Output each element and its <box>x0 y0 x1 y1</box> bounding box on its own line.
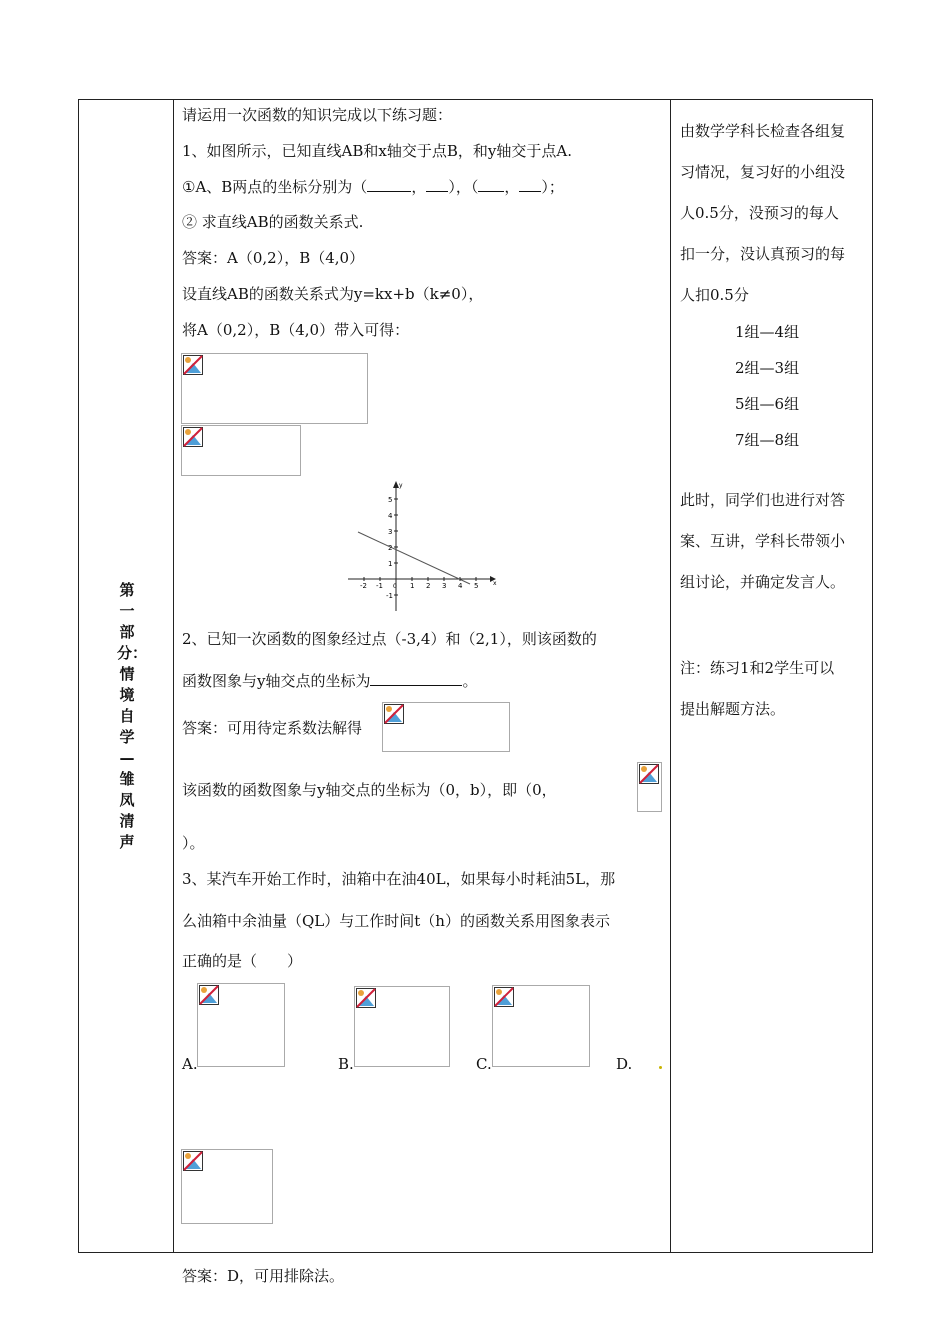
q3-line1: 3、某汽车开始工作时，油箱中在油40L，如果每小时耗油5L，那 <box>182 870 616 888</box>
q1-answer: 答案：A（0,2），B（4,0） <box>182 249 365 267</box>
group-pair: 1组—4组 <box>735 323 800 341</box>
x-tick-label: 1 <box>410 582 415 590</box>
x-tick-label: 5 <box>474 582 479 590</box>
x-tick-label: 2 <box>426 582 431 590</box>
right-para2-line: 案、互讲，学科长带领小 <box>680 532 846 550</box>
broken-image-icon <box>384 704 404 724</box>
y-tick-label: 2 <box>388 544 393 552</box>
option-c-image <box>492 985 590 1067</box>
column-divider <box>173 100 174 1252</box>
q2-answer: 答案：可用待定系数法解得 <box>182 719 363 737</box>
broken-image-icon <box>639 764 659 784</box>
q1-part1-sep: ， <box>504 178 520 196</box>
column-divider <box>670 100 671 1252</box>
x-axis-label: x <box>493 580 497 587</box>
blank <box>478 177 504 192</box>
intro-text: 请运用一次函数的知识完成以下练习题： <box>182 106 453 124</box>
note-line: 提出解题方法。 <box>680 700 786 718</box>
q1-substitute: 将A（0,2），B（4,0）带入可得： <box>182 321 410 339</box>
broken-image-icon <box>356 988 376 1008</box>
option-c-label: C. <box>476 1055 492 1073</box>
option-d-label: D. <box>616 1055 633 1073</box>
marker-dot <box>659 1066 662 1069</box>
q1-part1 <box>182 177 564 197</box>
group-pair: 7组—8组 <box>735 431 800 449</box>
right-line: 扣一分，没认真预习的每 <box>680 245 846 263</box>
y-tick-label: 1 <box>388 560 393 568</box>
x-tick-label: -1 <box>376 582 383 590</box>
broken-image-icon <box>494 987 514 1007</box>
right-line: 习情况，复习好的小组没 <box>680 163 846 181</box>
coordinate-graph <box>340 478 500 613</box>
y-tick-label: 5 <box>388 496 393 504</box>
y-tick-label: -1 <box>386 592 393 600</box>
q1-part1-sep: ， <box>411 178 427 196</box>
y-tick-label: 3 <box>388 528 393 536</box>
x-tick-label: 4 <box>458 582 463 590</box>
group-pair: 2组—3组 <box>735 359 800 377</box>
q2-stem-end: 。 <box>462 672 478 690</box>
q2-answer-image <box>382 702 510 752</box>
blank <box>367 177 411 192</box>
option-d-image <box>181 1149 273 1224</box>
section-label: 第一部分：情境自学—雏凤清声 <box>117 581 148 851</box>
right-line: 人0.5分，没预习的每人 <box>680 204 839 222</box>
side-column <box>79 100 173 1252</box>
line-ab <box>358 532 470 584</box>
q1-part2: ② 求直线AB的函数关系式. <box>182 213 364 231</box>
q2-stem-text: 函数图象与y轴交点的坐标为 <box>182 672 371 690</box>
option-a-image <box>197 983 285 1067</box>
group-pair: 5组—6组 <box>735 395 800 413</box>
broken-image-icon <box>183 1151 203 1171</box>
equation-image-1 <box>181 353 368 424</box>
q2-conclusion-end: ）。 <box>182 834 205 852</box>
blank <box>370 671 462 686</box>
q3-line3: 正确的是（ ） <box>182 952 303 970</box>
equation-image-2 <box>181 425 301 476</box>
q1-setup: 设直线AB的函数关系式为y=kx+b（k≠0）， <box>182 285 484 303</box>
q2-stem-line2 <box>182 671 478 691</box>
blank <box>426 177 448 192</box>
q1-part1-prefix: ①A、B两点的坐标分别为（ <box>182 178 368 196</box>
q3-line2: 么油箱中余油量（QL）与工作时间t（h）的函数关系用图象表示 <box>182 912 610 930</box>
x-tick-label: -2 <box>360 582 367 590</box>
note-line: 注：练习1和2学生可以 <box>680 659 835 677</box>
q1-part1-sep: ），（ <box>448 178 479 196</box>
option-b-label: B. <box>338 1055 354 1073</box>
q2-stem-line1: 2、已知一次函数的图象经过点（-3,4）和（2,1），则该函数的 <box>182 630 597 648</box>
q2-conclusion: 该函数的函数图象与y轴交点的坐标为（0，b），即（0， <box>182 781 557 799</box>
option-b-image <box>354 986 450 1067</box>
broken-image-icon <box>199 985 219 1005</box>
q1-part1-suffix: ）； <box>541 178 564 196</box>
right-line: 人扣0.5分 <box>680 286 749 304</box>
origin-label: 0 <box>393 583 397 590</box>
y-axis-label: y <box>399 482 403 489</box>
right-para2-line: 此时，同学们也进行对答 <box>680 491 846 509</box>
blank <box>519 177 541 192</box>
right-line: 由数学学科长检查各组复 <box>680 122 846 140</box>
broken-image-icon <box>183 355 203 375</box>
q1-stem: 1、如图所示，已知直线AB和x轴交于点B，和y轴交于点A. <box>182 142 572 160</box>
y-tick-label: 4 <box>388 512 393 520</box>
right-para2-line: 组讨论，并确定发言人。 <box>680 573 846 591</box>
option-a-label: A. <box>182 1055 198 1073</box>
x-tick-label: 3 <box>442 582 447 590</box>
q2-b-image <box>637 762 662 812</box>
broken-image-icon <box>183 427 203 447</box>
footer-answer: 答案：D，可用排除法。 <box>182 1267 345 1285</box>
